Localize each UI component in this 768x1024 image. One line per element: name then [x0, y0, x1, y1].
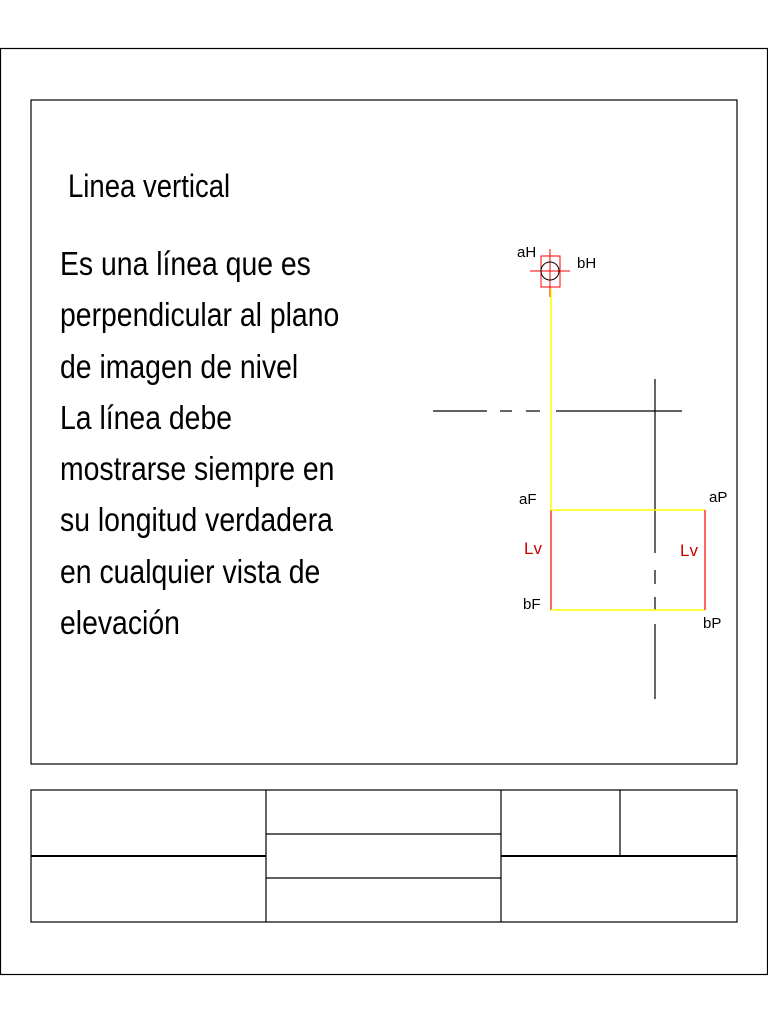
- label-bf: bF: [523, 596, 541, 613]
- description-line: La línea debe: [60, 398, 233, 436]
- label-ah: aH: [517, 244, 537, 261]
- slide-title: Linea vertical: [68, 168, 231, 204]
- description-line: Es una línea que es: [60, 245, 311, 282]
- description-line: en cualquier vista de: [60, 552, 321, 590]
- label-lv-frontal: Lv: [524, 539, 542, 558]
- description-text: [60, 238, 339, 648]
- description-line: de imagen de nivel: [60, 347, 299, 385]
- label-af: aF: [519, 491, 537, 508]
- description-line: perpendicular al plano: [60, 296, 340, 334]
- label-bh: bH: [577, 255, 597, 272]
- title-block: [31, 790, 737, 922]
- label-bp: bP: [703, 615, 722, 632]
- label-ap: aP: [709, 489, 728, 506]
- description-line: mostrarse siempre en: [60, 450, 335, 488]
- description-line: elevación: [60, 604, 180, 642]
- description-line: su longitud verdadera: [60, 501, 333, 539]
- label-lv-profile: Lv: [680, 541, 698, 560]
